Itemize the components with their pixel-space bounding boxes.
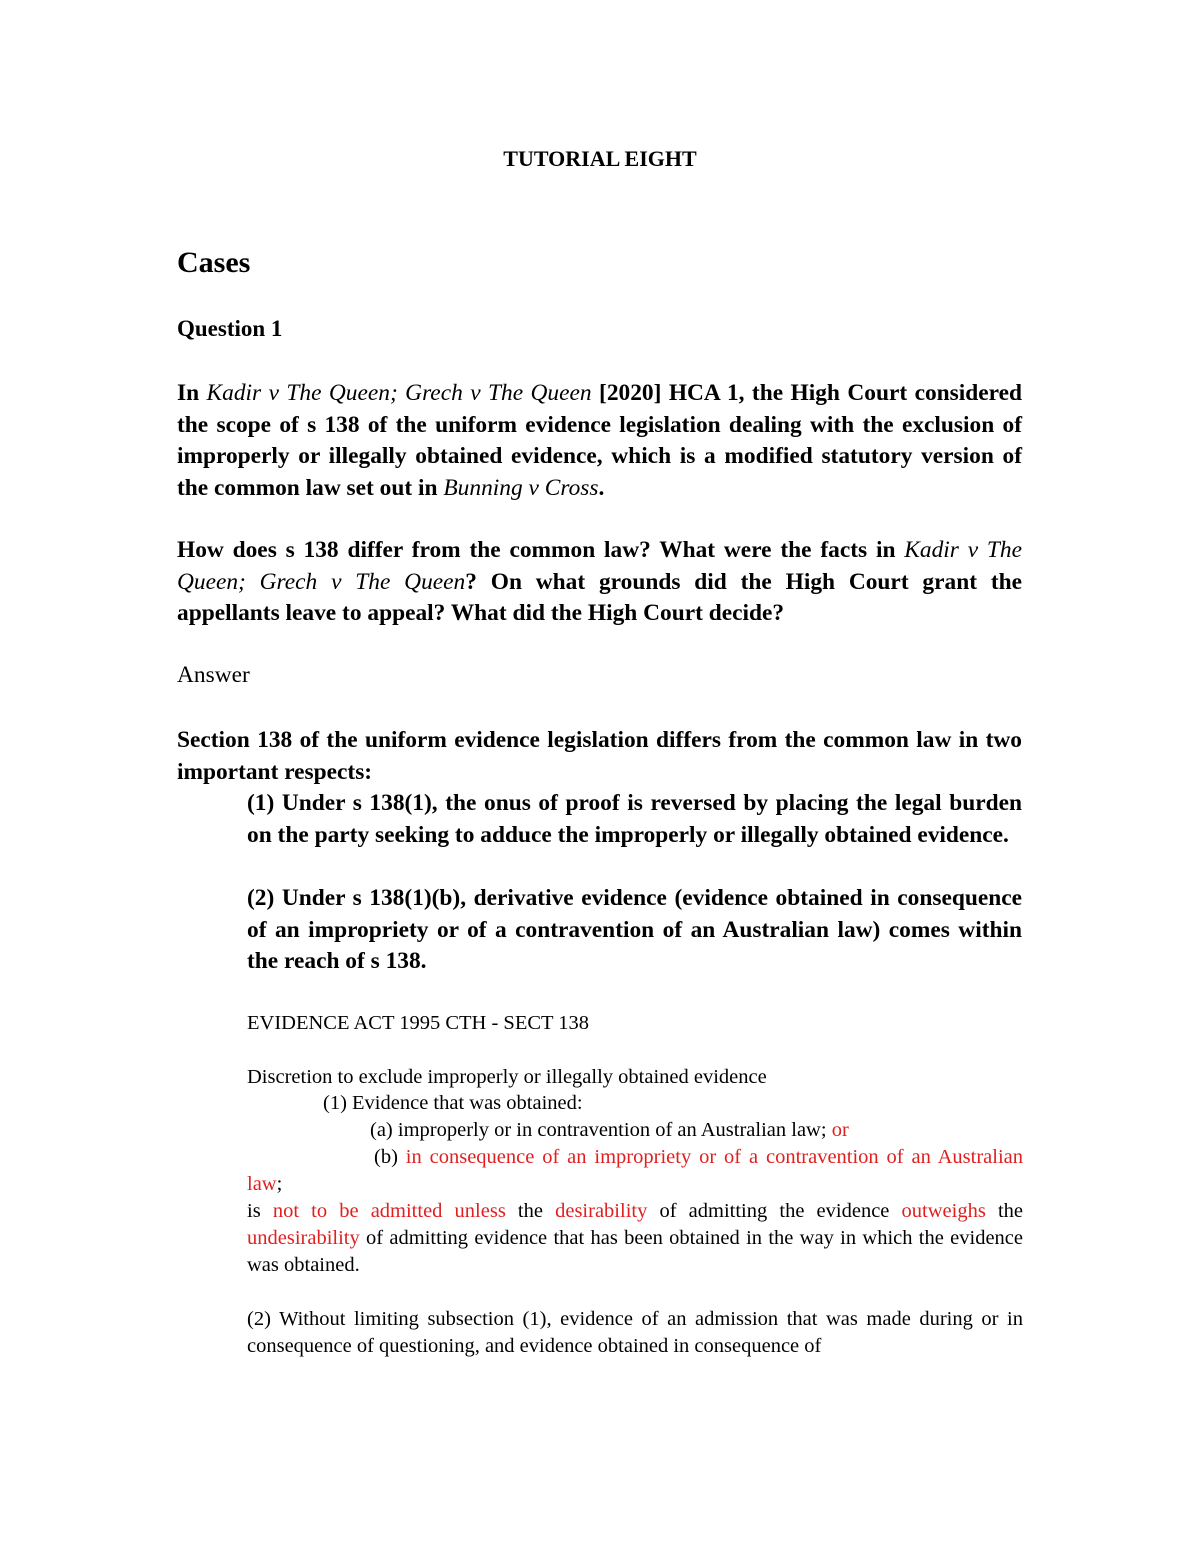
case-name: Kadir v The Queen; Grech v The Queen: [206, 380, 592, 406]
tail-text: is: [247, 1200, 273, 1222]
section-caption: Discretion to exclude improperly or illegally obtained evidence: [247, 1066, 767, 1088]
highlighted-derivative-text: in consequence of an impropriety or of a contravention of an Australian law: [247, 1146, 1024, 1195]
highlighted-outweighs: outweighs: [901, 1200, 986, 1222]
paragraph-a: [370, 1117, 1023, 1144]
highlighted-undesirability: undesirability: [247, 1227, 360, 1249]
act-title: EVIDENCE ACT 1995 CTH - SECT 138: [247, 1012, 590, 1034]
answer-intro: Section 138 of the uniform evidence legislation differs from the common law in two important respects:: [177, 727, 1022, 785]
answer-point-text: (1) Under s 138(1), the onus of proof is reversed by placing the legal burden on the party seeking to adduce the improperly or illegally obtained evidence.: [247, 790, 1022, 848]
tail-text: the: [505, 1200, 556, 1222]
question-text: In: [177, 380, 207, 406]
question-text: .: [598, 474, 605, 501]
question-text: ? On what grounds did the High Court grant the appellants leave to appeal? What did the High Court decide?: [177, 568, 1022, 626]
question-text: [2020] HCA 1, the High Court considered the scope of s 138 of the uniform evidence legislation dealing with the exclusion of improperly or illegally obtained evidence, which is a modified statutory version of the common law set out in: [177, 380, 1022, 501]
subsection-1-tail: [247, 1198, 1023, 1279]
paragraph-a-text: (a) improperly or in contravention of an Australian law;: [370, 1119, 832, 1141]
tail-text: of admitting the evidence: [647, 1200, 902, 1222]
question-text: How does s 138 differ from the common law? What were the facts in: [177, 537, 905, 563]
highlighted-or: or: [831, 1119, 849, 1141]
question-paragraph-1: [177, 378, 1022, 504]
answer-point-2: [247, 883, 1022, 978]
answer-point-1: [247, 788, 1022, 851]
document-title: TUTORIAL EIGHT: [503, 146, 697, 171]
case-name: Bunning v Cross: [443, 474, 599, 501]
answer-point-text: (2) Under s 138(1)(b), derivative evidence (evidence obtained in consequence of an impropriety or of a contravention of an Australian law) comes within the reach of s 138.: [247, 885, 1022, 974]
paragraph-b-end: ;: [276, 1173, 283, 1195]
case-name: Kadir v The Queen; Grech v The Queen: [177, 537, 1022, 595]
section-heading-cases: Cases: [177, 246, 251, 279]
highlighted-desirability: desirability: [555, 1200, 648, 1222]
subsection-2: (2) Without limiting subsection (1), evidence of an admission that was made during or in consequence of questioning, and evidence obtained in consequence of: [247, 1308, 1023, 1357]
question-paragraph-2: [177, 535, 1022, 630]
question-heading: Question 1: [177, 316, 283, 341]
tail-text: of admitting evidence that has been obtained in the way in which the evidence was obtained.: [247, 1227, 1023, 1276]
subsection-1: (1) Evidence that was obtained:: [323, 1092, 583, 1114]
paragraph-b-label: (b): [374, 1146, 406, 1168]
paragraph-b: [247, 1144, 1023, 1198]
answer-heading: Answer: [177, 662, 250, 688]
highlighted-not-admitted: not to be admitted unless: [272, 1200, 506, 1222]
tail-text: the: [985, 1200, 1023, 1222]
